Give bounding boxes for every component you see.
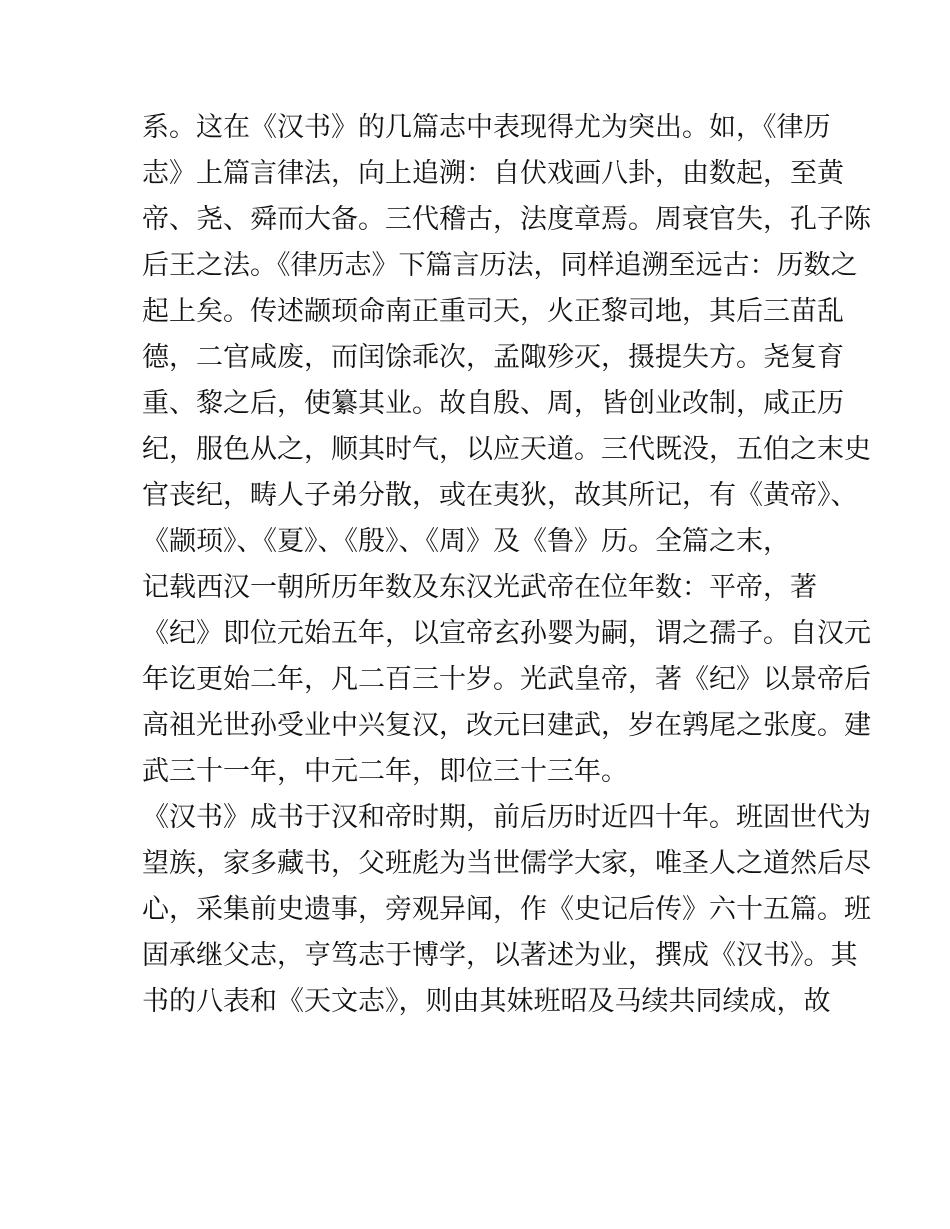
text-line: 高祖光世孙受业中兴复汉，改元曰建武，岁在鹑尾之张度。建 — [142, 710, 871, 741]
text-line: 志》上篇言律法，向上追溯：自伏戏画八卦，由数起，至黄 — [142, 158, 844, 189]
text-line: 年讫更始二年，凡二百三十岁。光武皇帝，著《纪》以景帝后 — [142, 664, 871, 695]
text-line: 系。这在《汉书》的几篇志中表现得尤为突出。如，《律历 — [142, 112, 831, 143]
text-line: 重、黎之后，使纂其业。故自殷、周，皆创业改制，咸正历 — [142, 388, 844, 419]
text-line: 武三十一年，中元二年，即位三十三年。 — [142, 756, 628, 787]
text-line: 帝、尧、舜而大备。三代稽古，法度章焉。周衰官失，孔子陈 — [142, 204, 871, 235]
text-line: 后王之法。《律历志》下篇言历法，同样追溯至远古：历数之 — [142, 250, 858, 281]
text-line: 德，二官咸废，而闰馀乖次，孟陬殄灭，摄提失方。尧复育 — [142, 342, 844, 373]
text-line: 起上矣。传述颛顼命南正重司天，火正黎司地，其后三苗乱 — [142, 296, 844, 327]
text-line: 记载西汉一朝所历年数及东汉光武帝在位年数：平帝，著 — [142, 572, 817, 603]
body-text — [142, 105, 871, 1025]
text-line: 官丧纪，畴人子弟分散，或在夷狄，故其所记，有《黄帝》、 — [142, 480, 858, 511]
text-line: 书的八表和《天文志》，则由其妹班昭及马续共同续成，故 — [142, 986, 831, 1017]
text-line: 固承继父志，亨笃志于博学，以著述为业，撰成《汉书》。其 — [142, 940, 858, 971]
text-line: 《汉书》成书于汉和帝时期，前后历时近四十年。班固世代为 — [142, 802, 871, 833]
text-line: 纪，服色从之，顺其时气，以应天道。三代既没，五伯之末史 — [142, 434, 871, 465]
text-line: 心，采集前史遗事，旁观异闻，作《史记后传》六十五篇。班 — [142, 894, 871, 925]
text-line: 望族，家多藏书，父班彪为当世儒学大家，唯圣人之道然后尽 — [142, 848, 871, 879]
text-line: 《颛顼》、《夏》、《殷》、《周》及《鲁》历。全篇之末， — [142, 526, 790, 557]
text-line: 《纪》即位元始五年，以宣帝玄孙婴为嗣，谓之孺子。自汉元 — [142, 618, 871, 649]
